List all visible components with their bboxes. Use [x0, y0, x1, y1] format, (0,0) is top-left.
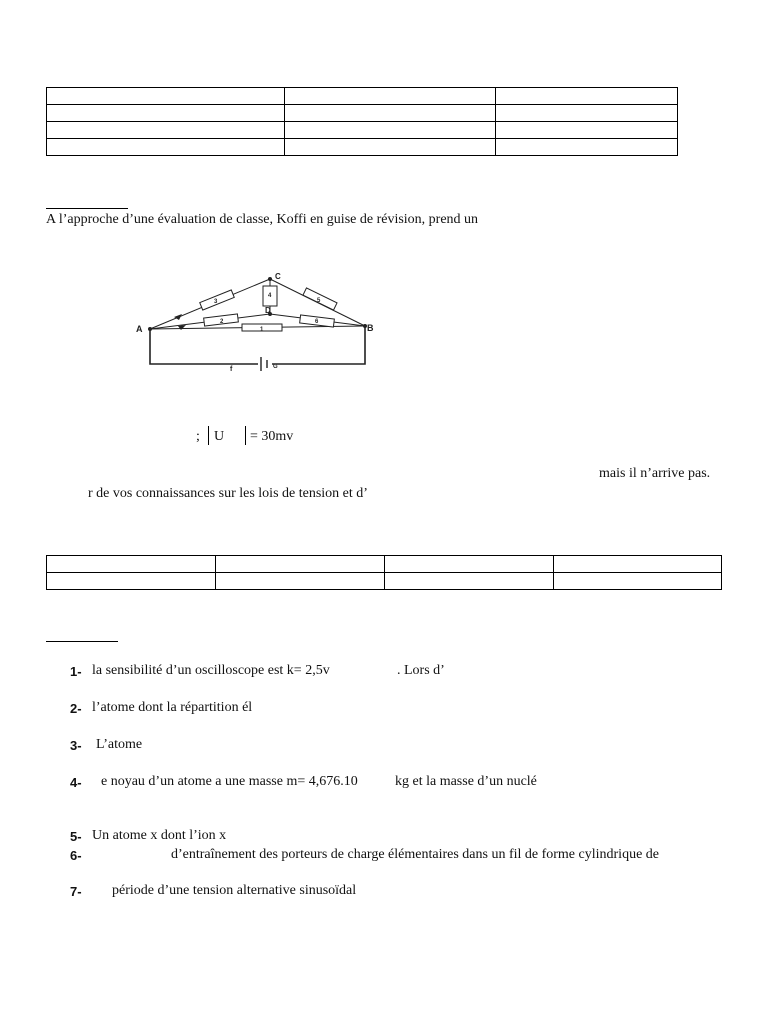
circuit-diagram [130, 268, 380, 378]
abs-bar-left [208, 426, 209, 445]
question-5-number: 5- [70, 829, 82, 844]
node-a-dot [148, 327, 152, 331]
table-cell [496, 139, 678, 156]
section-rule-1 [46, 208, 128, 209]
node-d-label: D [265, 306, 271, 315]
node-c-label: C [275, 272, 281, 281]
wire-f-label: f [230, 366, 233, 373]
table-cell [285, 105, 496, 122]
question-4-text: e noyau d’un atome a une masse m= 4,676.10 [101, 774, 358, 789]
voltage-symbol: U [214, 429, 225, 444]
table-cell [285, 139, 496, 156]
resistor-4-label: 4 [268, 293, 272, 299]
node-b-label: B [367, 323, 374, 333]
table-cell [285, 122, 496, 139]
text-line-b: r de vos connaissances sur les lois de tension et d’ [88, 486, 368, 501]
table-cell [385, 556, 554, 573]
question-1-number: 1- [70, 664, 82, 679]
question-6-text: d’entraînement des porteurs de charge élémentaires dans un fil de forme cylindrique de [171, 847, 659, 862]
resistor-5-label: 5 [317, 298, 321, 304]
node-a-label: A [136, 324, 143, 334]
question-6-number: 6- [70, 848, 82, 863]
table-cell [216, 573, 385, 590]
voltage-sep: ; [196, 429, 200, 444]
table-cell [47, 88, 285, 105]
current-arrow-icon [174, 314, 182, 320]
table-row [47, 556, 722, 573]
resistor-3-label: 3 [214, 299, 218, 305]
middle-table [46, 555, 722, 590]
table-cell [496, 88, 678, 105]
table-cell [496, 122, 678, 139]
table-cell [47, 122, 285, 139]
table-cell [47, 573, 216, 590]
table-cell [285, 88, 496, 105]
question-1-text: la sensibilité d’un oscilloscope est k= 2,5v [92, 663, 330, 678]
wire-loop [150, 326, 365, 364]
question-1-extra: . Lors d’ [397, 663, 445, 678]
question-7-number: 7- [70, 884, 82, 899]
question-3-number: 3- [70, 738, 82, 753]
table-cell [47, 105, 285, 122]
resistor-6-label: 6 [315, 319, 319, 325]
table-row [47, 105, 678, 122]
table-cell [496, 105, 678, 122]
table-cell [554, 556, 722, 573]
question-5-text: Un atome x dont l’ion x [92, 828, 227, 843]
top-table [46, 87, 678, 156]
generator-label: G [273, 364, 278, 370]
abs-bar-right [245, 426, 246, 445]
text-line-a: mais il n’arrive pas. [599, 466, 711, 481]
generator-gap [258, 358, 272, 370]
table-cell [47, 556, 216, 573]
node-c-dot [268, 277, 272, 281]
table-cell [554, 573, 722, 590]
question-7-text: période d’une tension alternative sinusoïdal [112, 883, 357, 898]
intro-text: A l’approche d’une évaluation de classe, Koffi en guise de révision, prend un [46, 212, 479, 227]
question-3-text: L’atome [96, 737, 143, 752]
question-4-number: 4- [70, 775, 82, 790]
resistor-2-label: 2 [220, 319, 224, 325]
table-row [47, 88, 678, 105]
voltage-value: = 30mv [250, 429, 294, 444]
question-2-text: l’atome dont la répartition él [92, 700, 253, 715]
table-row [47, 122, 678, 139]
table-row [47, 139, 678, 156]
section-rule-2 [46, 641, 118, 642]
question-4-extra: kg et la masse d’un nuclé [395, 774, 537, 789]
table-cell [216, 556, 385, 573]
resistor-1-label: 1 [260, 327, 264, 333]
table-cell [47, 139, 285, 156]
table-row [47, 573, 722, 590]
question-2-number: 2- [70, 701, 82, 716]
table-cell [385, 573, 554, 590]
